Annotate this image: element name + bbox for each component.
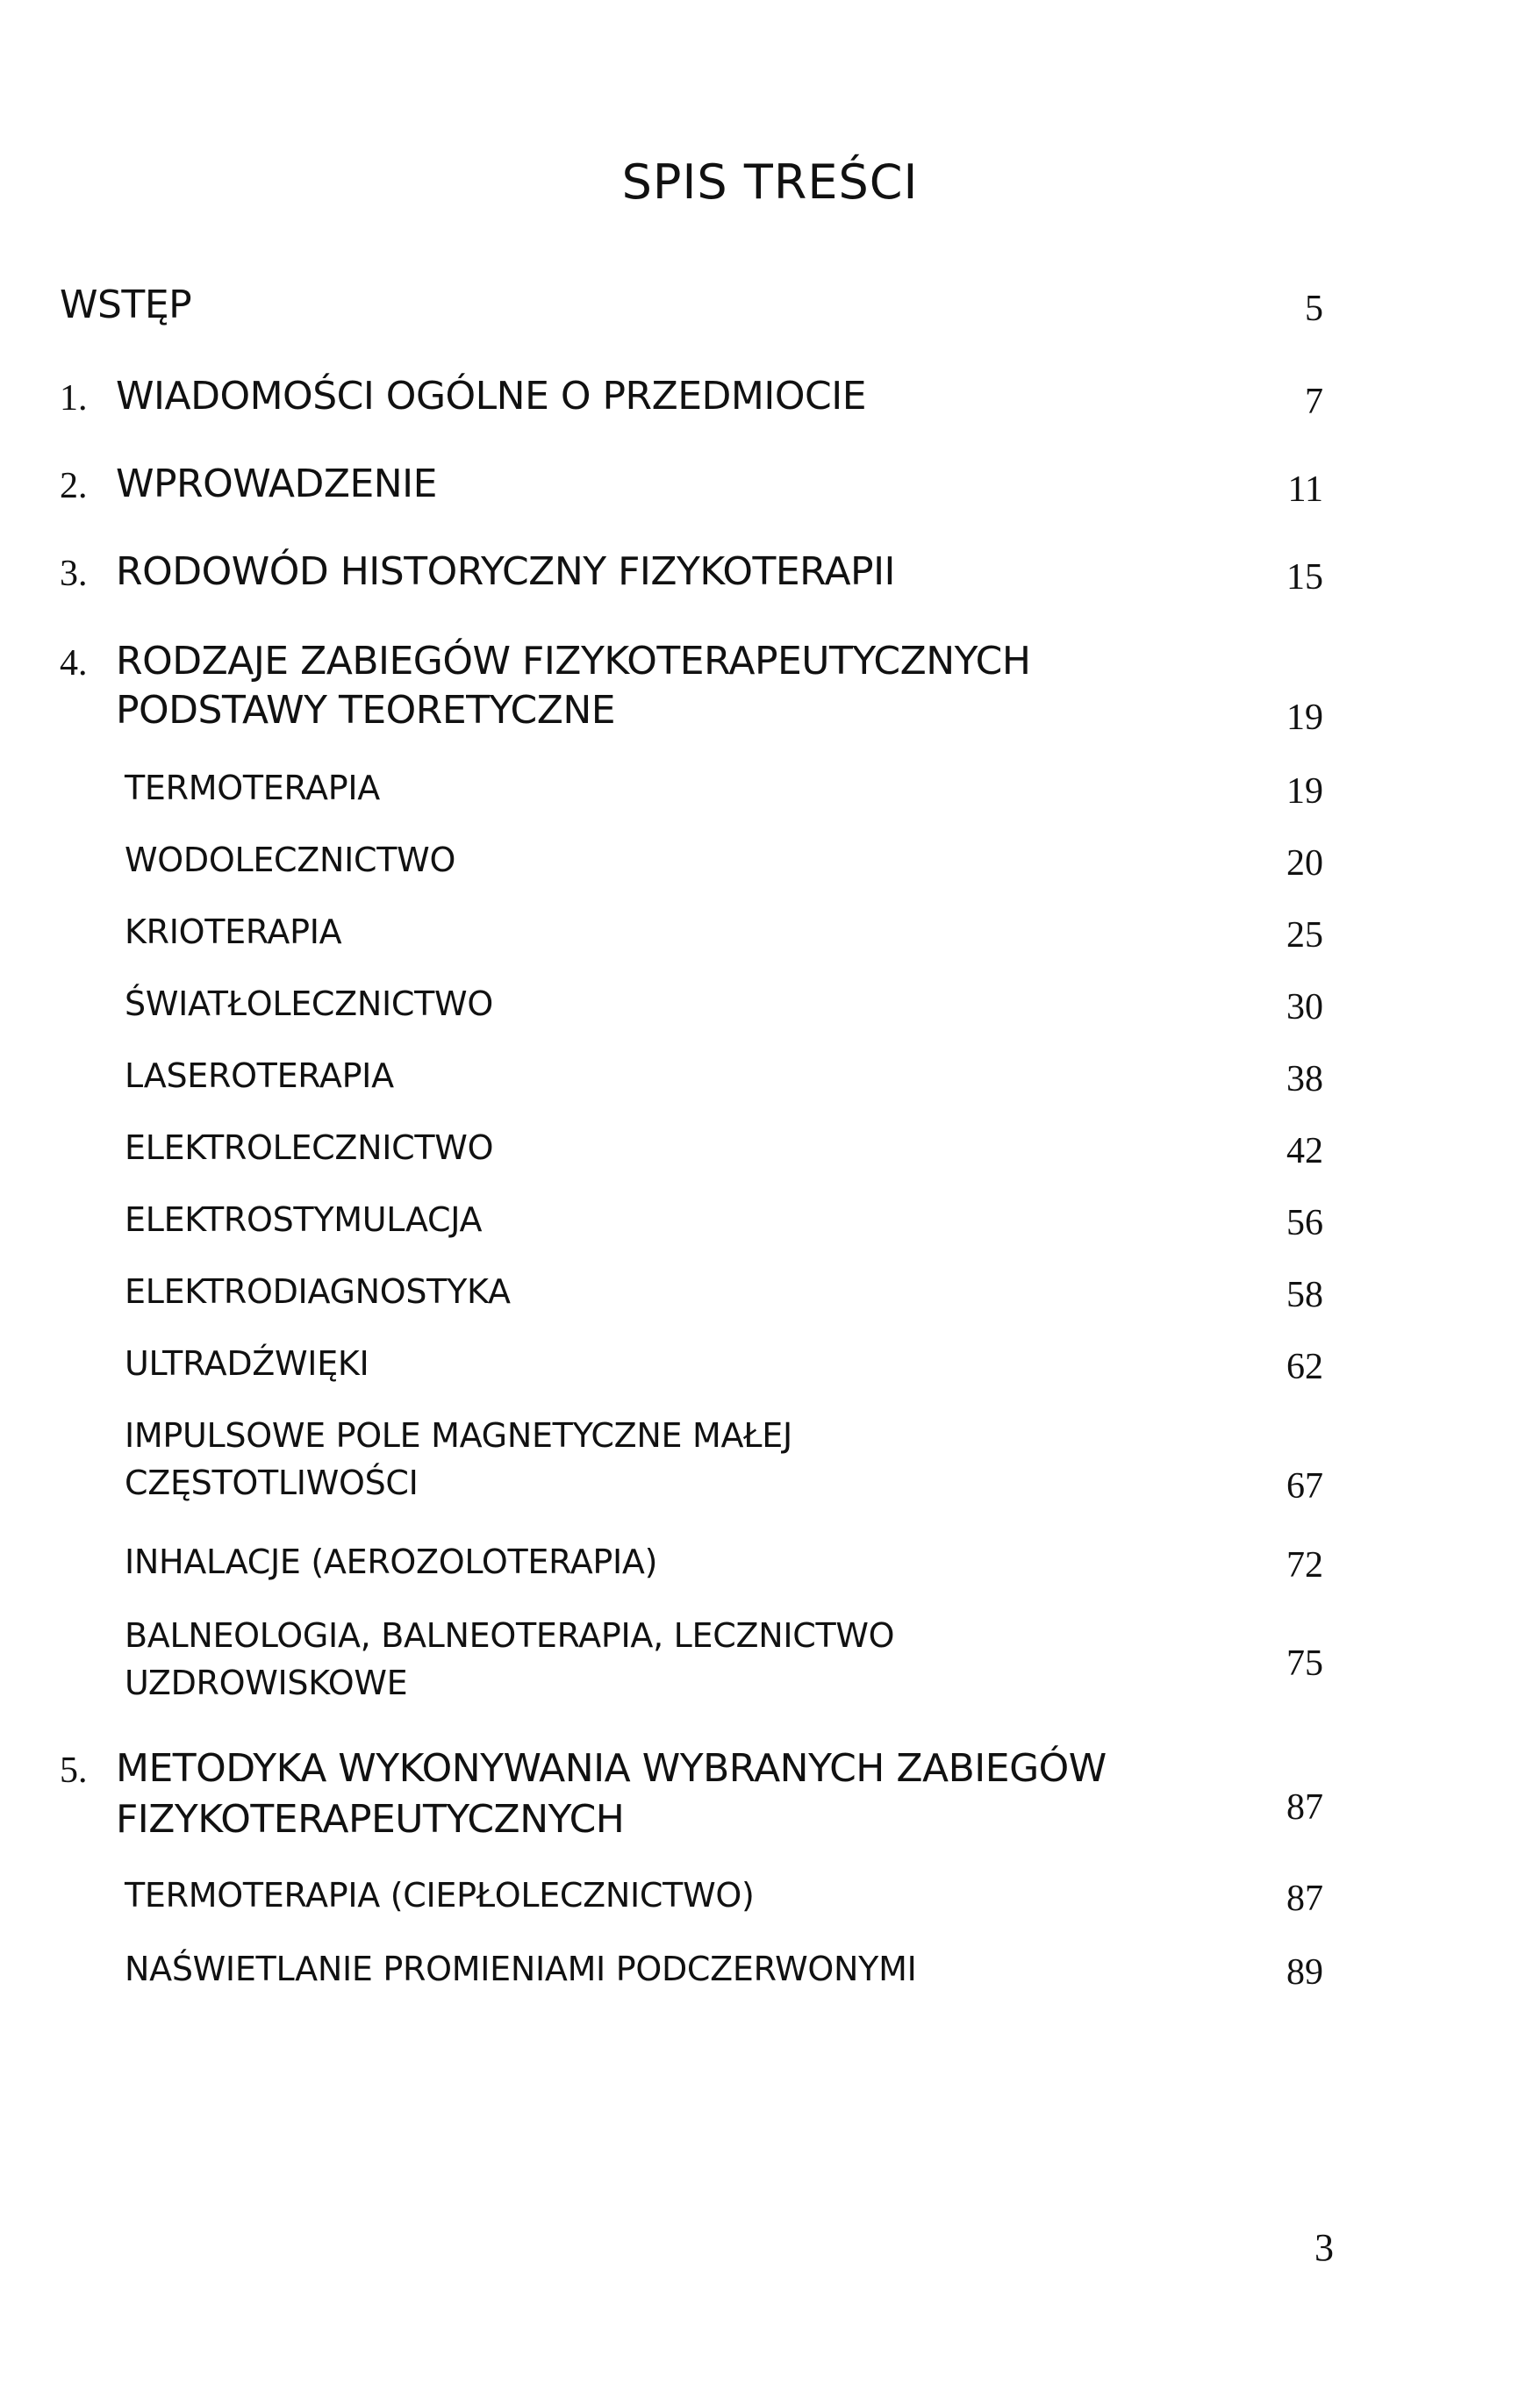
toc-entry-chapter-3[interactable] [60, 549, 1323, 602]
toc-subentry-page: 58 [1286, 1275, 1323, 1315]
toc-entry-chapter-2[interactable] [60, 462, 1323, 514]
toc-entry-title: WPROWADZENIE [116, 462, 437, 506]
toc-subentry[interactable] [60, 1876, 1323, 1920]
toc-entry-page: 87 [1286, 1787, 1323, 1828]
toc-entry-title-line-2: FIZYKOTERAPEUTYCZNYCH [116, 1797, 625, 1842]
toc-subentry-page: 19 [1286, 771, 1323, 812]
toc-entry-number: 5. [60, 1750, 88, 1791]
toc-subentry[interactable] [60, 1272, 1323, 1316]
page-title: SPIS TREŚCI [621, 154, 919, 210]
toc-entry-chapter-1[interactable] [60, 374, 1323, 426]
toc-subentry-title: ELEKTROLECZNICTWO [125, 1128, 494, 1167]
toc-subentry-title: ULTRADŹWIĘKI [125, 1344, 369, 1383]
toc-subentry-page: 56 [1286, 1203, 1323, 1243]
toc-subentry-title-line-1: BALNEOLOGIA, BALNEOTERAPIA, LECZNICTWO [125, 1616, 895, 1655]
toc-entry-intro[interactable] [60, 283, 1323, 335]
toc-subentry-title: INHALACJE (AEROZOLOTERAPIA) [125, 1543, 658, 1581]
toc-entry-title-line-2: PODSTAWY TEORETYCZNE [116, 688, 616, 733]
toc-subentry-page: 62 [1286, 1347, 1323, 1387]
toc-subentry[interactable] [60, 913, 1323, 956]
toc-subentry-title: ELEKTROSTYMULACJA [125, 1200, 483, 1239]
toc-entry-chapter-4[interactable] [60, 639, 1323, 744]
toc-subentry-title: ŚWIATŁOLECZNICTWO [125, 984, 493, 1023]
toc-subentry-title: TERMOTERAPIA (CIEPŁOLECZNICTWO) [125, 1876, 755, 1915]
toc-subentry-page: 72 [1286, 1545, 1323, 1586]
toc-subentry-title: TERMOTERAPIA [125, 769, 380, 807]
toc-entry-number: 3. [60, 554, 88, 594]
toc-entry-page: 19 [1286, 698, 1323, 738]
toc-subentry[interactable] [60, 1128, 1323, 1172]
toc-subentry[interactable] [60, 984, 1323, 1028]
toc-subentry-title-line-2: CZĘSTOTLIWOŚCI [125, 1464, 419, 1502]
toc-subentry-title: LASEROTERAPIA [125, 1056, 394, 1095]
toc-subentry-page: 20 [1286, 843, 1323, 884]
toc-subentry-page: 89 [1286, 1952, 1323, 1993]
toc-entry-title: WIADOMOŚCI OGÓLNE O PRZEDMIOCIE [116, 374, 867, 419]
toc-subentry[interactable] [60, 1056, 1323, 1100]
toc-subentry-page: 25 [1286, 915, 1323, 956]
toc-subentry-page: 42 [1286, 1131, 1323, 1171]
toc-entry-number: 2. [60, 466, 88, 506]
toc-entry-page: 7 [1305, 382, 1323, 422]
toc-subentry-page: 30 [1286, 987, 1323, 1027]
toc-subentry-title: KRIOTERAPIA [125, 913, 342, 951]
toc-entry-title: RODOWÓD HISTORYCZNY FIZYKOTERAPII [116, 549, 896, 594]
toc-subentry-page: 38 [1286, 1059, 1323, 1099]
toc-entry-title: WSTĘP [60, 283, 192, 327]
toc-subentry-title-line-2: UZDROWISKOWE [125, 1664, 408, 1702]
toc-subentry-title-line-1: IMPULSOWE POLE MAGNETYCZNE MAŁEJ [125, 1416, 792, 1455]
toc-subentry[interactable] [60, 1616, 1323, 1713]
toc-subentry[interactable] [60, 841, 1323, 884]
toc-entry-number: 1. [60, 378, 88, 419]
toc-entry-number: 4. [60, 643, 88, 684]
toc-entry-page: 5 [1305, 289, 1323, 329]
page-number: 3 [1314, 2226, 1334, 2269]
toc-entry-chapter-5[interactable] [60, 1746, 1323, 1851]
toc-subentry[interactable] [60, 769, 1323, 813]
toc-subentry[interactable] [60, 1543, 1323, 1586]
toc-subentry-page: 67 [1286, 1466, 1323, 1507]
toc-subentry[interactable] [60, 1200, 1323, 1244]
toc-entry-title-line-1: METODYKA WYKONYWANIA WYBRANYCH ZABIEGÓW [116, 1746, 1107, 1791]
toc-subentry-title: NAŚWIETLANIE PROMIENIAMI PODCZERWONYMI [125, 1950, 917, 1988]
toc-entry-page: 11 [1287, 469, 1323, 510]
toc-entry-page: 15 [1286, 557, 1323, 598]
toc-entry-title-line-1: RODZAJE ZABIEGÓW FIZYKOTERAPEUTYCZNYCH [116, 639, 1031, 684]
toc-subentry[interactable] [60, 1950, 1323, 1994]
toc-subentry[interactable] [60, 1344, 1323, 1388]
toc-subentry-page: 75 [1286, 1643, 1323, 1684]
toc-subentry-title: WODOLECZNICTWO [125, 841, 456, 879]
toc-subentry-page: 87 [1286, 1879, 1323, 1919]
toc-subentry-title: ELEKTRODIAGNOSTYKA [125, 1272, 511, 1311]
toc-subentry[interactable] [60, 1416, 1323, 1513]
